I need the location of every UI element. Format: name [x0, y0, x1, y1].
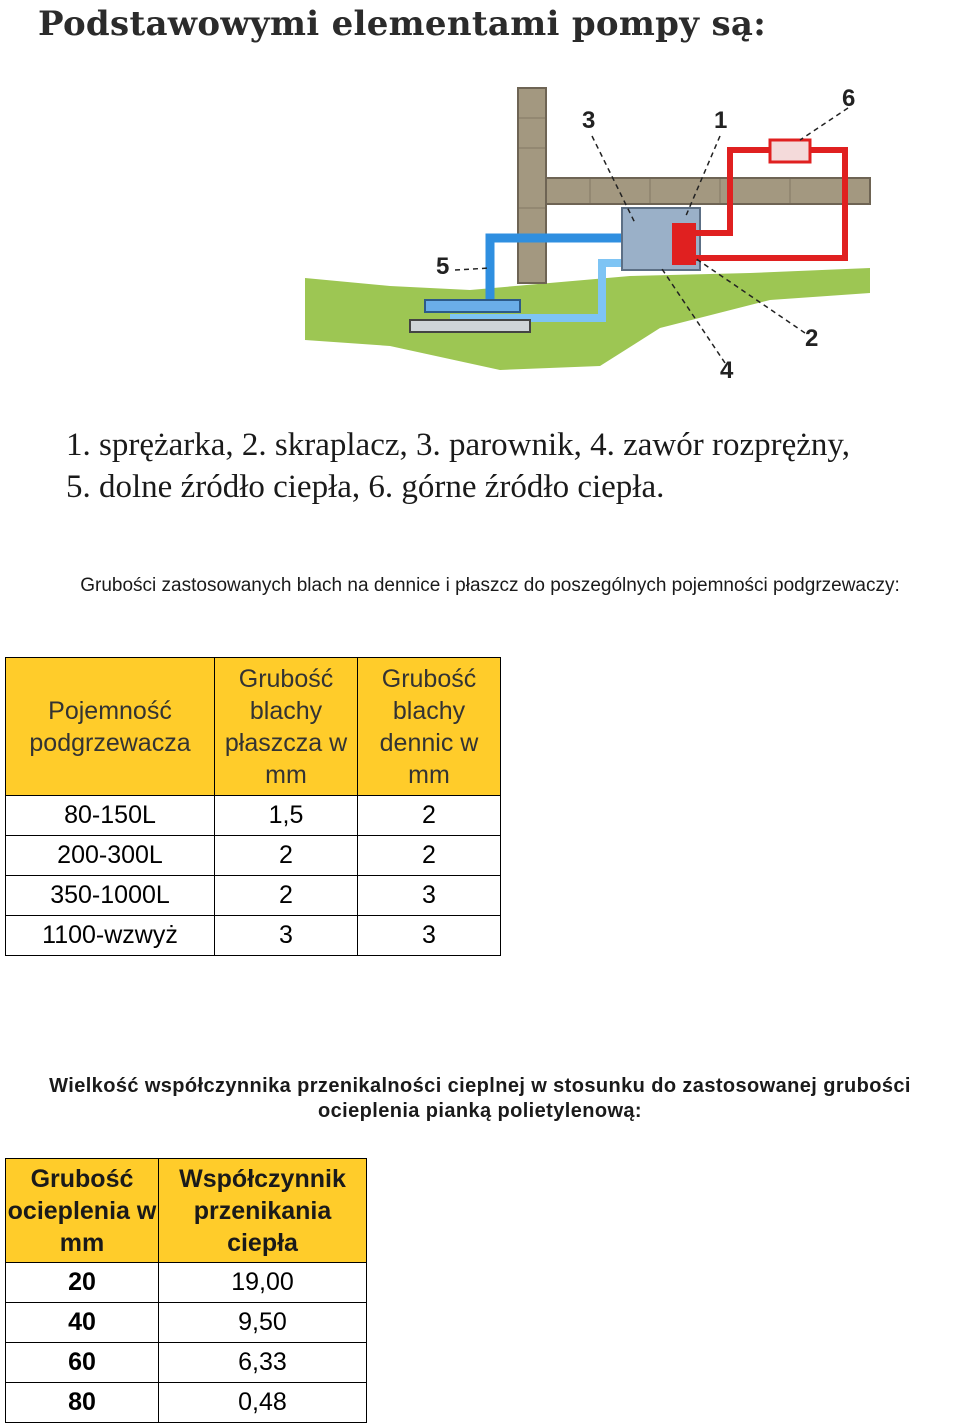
table-row — [6, 836, 501, 876]
table-header: Pojemność podgrzewacza — [6, 658, 215, 796]
house-wall — [518, 88, 546, 283]
table-cell: 80 — [6, 1383, 159, 1423]
table-row — [6, 1383, 367, 1423]
table-cell: 0,48 — [159, 1383, 367, 1423]
table-cell: 200-300L — [6, 836, 215, 876]
table-header: Grubość blachy płaszcza w mm — [215, 658, 358, 796]
house-floor — [546, 178, 870, 204]
table-row — [6, 1343, 367, 1383]
table-cell: 1,5 — [215, 796, 358, 836]
ground-collector-lower — [410, 320, 530, 332]
table-cell: 2 — [215, 876, 358, 916]
diagram-legend — [66, 424, 850, 508]
table-cell: 60 — [6, 1343, 159, 1383]
page-heading: Podstawowymi elementami pompy są: — [38, 4, 767, 44]
diagram-label: 2 — [805, 325, 819, 352]
table-row — [6, 1303, 367, 1343]
table-cell: 6,33 — [159, 1343, 367, 1383]
table-cell: 2 — [215, 836, 358, 876]
diagram-label: 3 — [582, 107, 596, 134]
table-row — [6, 876, 501, 916]
table-cell: 3 — [358, 876, 501, 916]
insulation-coefficient-table — [5, 1158, 367, 1423]
table-row — [6, 916, 501, 956]
table-cell: 1100-wzwyż — [6, 916, 215, 956]
diagram-label: 1 — [714, 107, 728, 134]
table-header: Współczynnik przenikania ciepła — [159, 1159, 367, 1263]
table-cell: 3 — [358, 916, 501, 956]
table-cell: 40 — [6, 1303, 159, 1343]
condenser — [672, 223, 696, 265]
table2-caption: Wielkość współczynnika przenikalności cieplnej w stosunku do zastosowanej grubości ocieplenia pianką polietylenową: — [49, 1075, 911, 1122]
diagram-label: 4 — [720, 357, 734, 384]
legend-line: 5. dolne źródło ciepła, 6. górne źródło ciepła. — [66, 469, 665, 505]
legend-line: 1. sprężarka, 2. skraplacz, 3. parownik, 4. zawór rozprężny, — [66, 427, 851, 463]
table-cell: 350-1000L — [6, 876, 215, 916]
table-row — [6, 1263, 367, 1303]
table-cell: 80-150L — [6, 796, 215, 836]
diagram-label: 5 — [436, 253, 450, 280]
table-cell: 2 — [358, 836, 501, 876]
table-row — [6, 796, 501, 836]
table-header: Grubość blachy dennic w mm — [358, 658, 501, 796]
table-cell: 20 — [6, 1263, 159, 1303]
table-header: Grubość ocieplenia w mm — [6, 1159, 159, 1263]
table1-caption: Grubości zastosowanych blach na dennice i płaszcz do poszególnych pojemności podgrzewaczy: — [80, 575, 900, 596]
ground-collector — [425, 300, 520, 312]
table-cell: 2 — [358, 796, 501, 836]
radiator — [770, 140, 810, 162]
table-cell: 9,50 — [159, 1303, 367, 1343]
table-cell: 19,00 — [159, 1263, 367, 1303]
diagram-label: 6 — [842, 85, 856, 112]
heat-pump-diagram — [300, 78, 880, 388]
sheet-thickness-table — [5, 657, 501, 956]
table-cell: 3 — [215, 916, 358, 956]
